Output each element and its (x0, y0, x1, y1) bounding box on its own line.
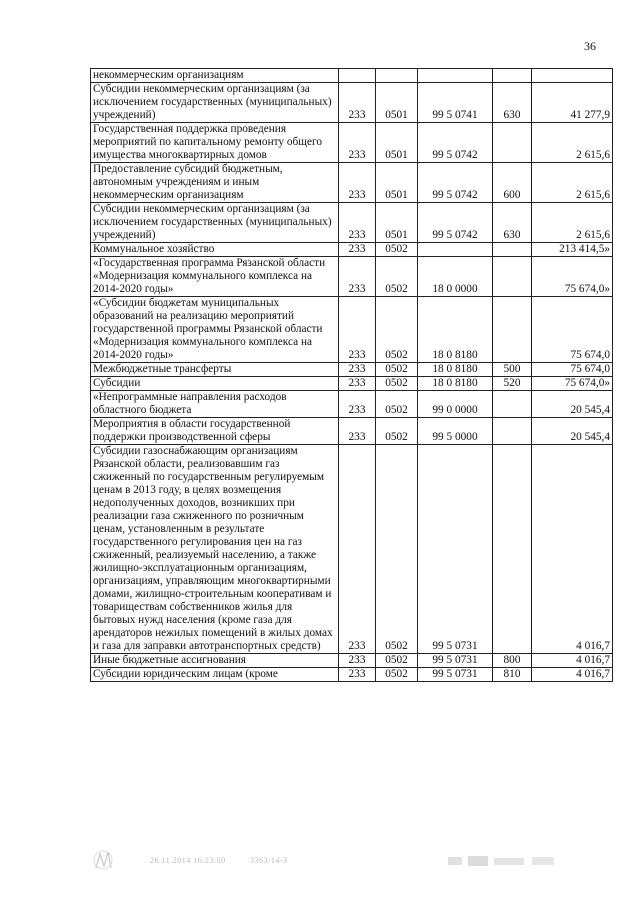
row-code-cell: 233 (339, 654, 376, 668)
row-sum-cell: 75 674,0 (532, 297, 613, 363)
footer-smudge-icon (448, 854, 558, 868)
row-code-cell: 233 (339, 163, 376, 203)
row-code-cell (339, 69, 376, 83)
row-article-cell: 99 5 0742 (418, 203, 493, 243)
row-article-cell: 99 5 0742 (418, 163, 493, 203)
budget-table (90, 68, 613, 682)
row-type-cell: 500 (493, 363, 532, 377)
table-row (91, 163, 613, 203)
row-sum-cell: 4 016,7 (532, 445, 613, 654)
row-name-cell: «Субсидии бюджетам муниципальных образований на реализацию мероприятий государственной программы Рязанской области «Модернизация коммунального комплекса на 2014-2020 годы» (91, 297, 339, 363)
row-section-cell: 0501 (376, 203, 418, 243)
row-section-cell (376, 69, 418, 83)
row-name-cell: Государственная поддержка проведения мероприятий по капитальному ремонту общего имущества многоквартирных домов (91, 123, 339, 163)
row-section-cell: 0502 (376, 243, 418, 257)
row-type-cell (493, 297, 532, 363)
table-row (91, 668, 613, 682)
row-type-cell: 810 (493, 668, 532, 682)
footer-stamp (150, 856, 310, 865)
row-sum-cell: 4 016,7 (532, 654, 613, 668)
row-sum-cell: 75 674,0» (532, 257, 613, 297)
row-section-cell: 0502 (376, 363, 418, 377)
row-code-cell: 233 (339, 83, 376, 123)
table-row (91, 203, 613, 243)
row-code-cell: 233 (339, 391, 376, 418)
row-type-cell (493, 243, 532, 257)
row-code-cell: 233 (339, 257, 376, 297)
row-type-cell: 520 (493, 377, 532, 391)
row-type-cell (493, 445, 532, 654)
row-code-cell: 233 (339, 297, 376, 363)
row-name-cell: Субсидии некоммерческим организациям (за исключением государственных (муниципальных) учреждений) (91, 203, 339, 243)
row-name-cell: Субсидии (91, 377, 339, 391)
row-article-cell: 99 5 0741 (418, 83, 493, 123)
table-row (91, 69, 613, 83)
row-sum-cell: 75 674,0 (532, 363, 613, 377)
row-article-cell: 99 5 0731 (418, 654, 493, 668)
row-article-cell: 99 5 0742 (418, 123, 493, 163)
row-sum-cell: 2 615,6 (532, 203, 613, 243)
row-type-cell (493, 391, 532, 418)
table-row (91, 377, 613, 391)
row-article-cell: 18 0 0000 (418, 257, 493, 297)
table-row (91, 297, 613, 363)
row-code-cell: 233 (339, 243, 376, 257)
row-article-cell: 99 5 0731 (418, 445, 493, 654)
row-name-cell: Мероприятия в области государственной поддержки производственной сферы (91, 418, 339, 445)
row-name-cell: «Государственная программа Рязанской области «Модернизация коммунального комплекса на 2014-2020 годы» (91, 257, 339, 297)
row-code-cell: 233 (339, 445, 376, 654)
row-name-cell: Межбюджетные трансферты (91, 363, 339, 377)
row-type-cell (493, 418, 532, 445)
stamp-seal-icon (92, 848, 114, 872)
row-code-cell: 233 (339, 203, 376, 243)
row-article-cell: 99 0 0000 (418, 391, 493, 418)
row-type-cell: 630 (493, 83, 532, 123)
row-code-cell: 233 (339, 418, 376, 445)
row-sum-cell: 2 615,6 (532, 163, 613, 203)
row-article-cell: 99 5 0731 (418, 668, 493, 682)
row-name-cell: Субсидии некоммерческим организациям (за исключением государственных (муниципальных) учреждений) (91, 83, 339, 123)
row-name-cell: Коммунальное хозяйство (91, 243, 339, 257)
row-section-cell: 0502 (376, 654, 418, 668)
row-section-cell: 0502 (376, 418, 418, 445)
row-section-cell: 0502 (376, 668, 418, 682)
footer-doc-id: 3363/14-3 (250, 856, 288, 865)
row-article-cell (418, 243, 493, 257)
row-code-cell: 233 (339, 377, 376, 391)
row-code-cell: 233 (339, 668, 376, 682)
row-section-cell: 0501 (376, 83, 418, 123)
table-row (91, 243, 613, 257)
row-article-cell (418, 69, 493, 83)
row-article-cell: 18 0 8180 (418, 363, 493, 377)
table-row (91, 654, 613, 668)
table-row (91, 445, 613, 654)
footer-timestamp: 26.11.2014 16:23:00 (150, 856, 226, 865)
row-article-cell: 18 0 8180 (418, 297, 493, 363)
row-sum-cell: 20 545,4 (532, 418, 613, 445)
row-article-cell: 99 5 0000 (418, 418, 493, 445)
row-section-cell: 0502 (376, 257, 418, 297)
row-sum-cell: 213 414,5» (532, 243, 613, 257)
row-sum-cell: 2 615,6 (532, 123, 613, 163)
row-section-cell: 0502 (376, 391, 418, 418)
row-section-cell: 0502 (376, 297, 418, 363)
row-code-cell: 233 (339, 123, 376, 163)
row-name-cell: Иные бюджетные ассигнования (91, 654, 339, 668)
row-sum-cell: 41 277,9 (532, 83, 613, 123)
row-article-cell: 18 0 8180 (418, 377, 493, 391)
row-code-cell: 233 (339, 363, 376, 377)
budget-table-body (91, 69, 613, 682)
row-section-cell: 0502 (376, 377, 418, 391)
table-row (91, 123, 613, 163)
row-sum-cell: 75 674,0» (532, 377, 613, 391)
row-type-cell: 800 (493, 654, 532, 668)
row-sum-cell (532, 69, 613, 83)
table-row (91, 83, 613, 123)
row-name-cell: некоммерческим организациям (91, 69, 339, 83)
row-type-cell (493, 123, 532, 163)
row-name-cell: Предоставление субсидий бюджетным, автономным учреждениям и иным некоммерческим организациям (91, 163, 339, 203)
row-type-cell (493, 69, 532, 83)
row-section-cell: 0502 (376, 445, 418, 654)
row-section-cell: 0501 (376, 163, 418, 203)
table-row (91, 257, 613, 297)
row-name-cell: Субсидии юридическим лицам (кроме (91, 668, 339, 682)
row-type-cell (493, 257, 532, 297)
table-row (91, 391, 613, 418)
page-number: 36 (584, 39, 596, 53)
table-row (91, 418, 613, 445)
row-name-cell: Субсидии газоснабжающим организациям Рязанской области, реализовавшим газ сжиженный по государственным регулируемым ценам в 2013 году, в целях возмещения недополученных доходов, возникших при реализации газа сжиженного по розничным ценам, установленным в результате государственного регулирования цен на газ сжиженный, реализуемый населению, а также жилищно-эксплуатационным организациям, организациям, управляющим многоквартирными домами, жилищно-строительным кооперативам и товариществам собственников жилья для бытовых нужд населения (кроме газа для арендаторов нежилых помещений в жилых домах и газа для заправки автотранспортных средств) (91, 445, 339, 654)
row-type-cell: 630 (493, 203, 532, 243)
row-sum-cell: 20 545,4 (532, 391, 613, 418)
row-section-cell: 0501 (376, 123, 418, 163)
row-name-cell: «Непрограммные направления расходов областного бюджета (91, 391, 339, 418)
table-row (91, 363, 613, 377)
row-type-cell: 600 (493, 163, 532, 203)
row-sum-cell: 4 016,7 (532, 668, 613, 682)
